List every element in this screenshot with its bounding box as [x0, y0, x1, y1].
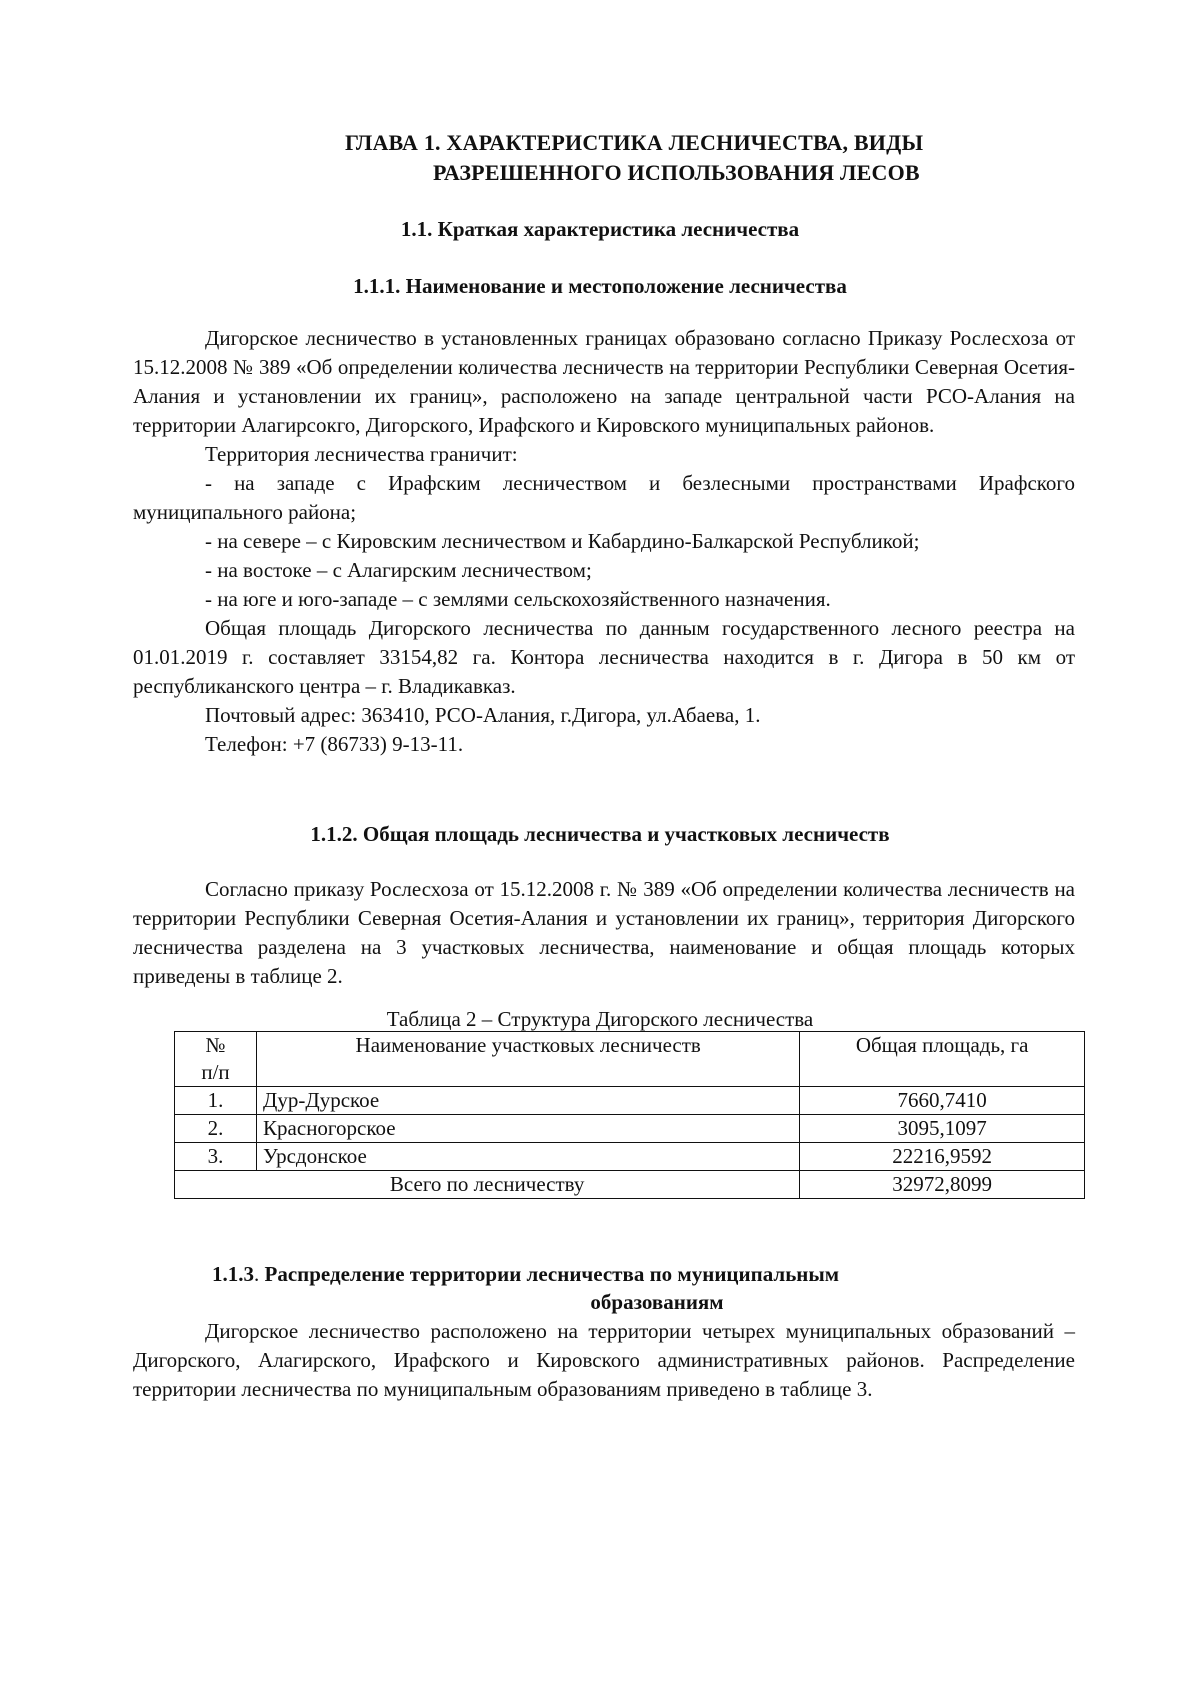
row-area: 22216,9592: [800, 1143, 1085, 1171]
table-total-row: [175, 1171, 1085, 1199]
paragraph: - на западе с Ирафским лесничеством и безлесными пространствами Ирафского муниципального района;: [133, 471, 1075, 524]
chapter-title: [345, 128, 1045, 188]
header-num-line2: п/п: [201, 1060, 230, 1084]
row-name: Урсдонское: [257, 1143, 800, 1171]
row-name: Красногорское: [257, 1115, 800, 1143]
paragraph: - на востоке – с Алагирским лесничеством;: [205, 558, 592, 582]
row-name: Дур-Дурское: [257, 1087, 800, 1115]
paragraph: Почтовый адрес: 363410, РСО-Алания, г.Дигора, ул.Абаева, 1.: [205, 703, 761, 727]
table-2: [174, 1031, 1085, 1199]
table-row: [175, 1087, 1085, 1115]
paragraph: Территория лесничества граничит:: [205, 442, 518, 466]
section-1-1-3-title-line1: Распределение территории лесничества по муниципальным: [259, 1262, 840, 1286]
section-1-1-3-title: [212, 1260, 1042, 1316]
row-area: 3095,1097: [800, 1115, 1085, 1143]
paragraph: Телефон: +7 (86733) 9-13-11.: [205, 732, 464, 756]
paragraph: - на севере – с Кировским лесничеством и Кабардино-Балкарской Республикой;: [205, 529, 920, 553]
chapter-title-line1: ГЛАВА 1. ХАРАКТЕРИСТИКА ЛЕСНИЧЕСТВА, ВИДЫ: [345, 130, 924, 155]
row-num: 2.: [175, 1115, 257, 1143]
header-num-line1: №: [205, 1033, 226, 1057]
paragraph: Дигорское лесничество расположено на территории четырех муниципальных образований – Дигорского, Алагирского, Ирафского и Кировского административных районов. Распределение территории лесничества по муниципальным образованиям приведено в таблице 3.: [133, 1319, 1075, 1401]
paragraph: Согласно приказу Рослесхоза от 15.12.2008 г. № 389 «Об определении количества лесничеств на территории Республики Северная Осетия-Алания и установлении их границ», территория Дигорского лесничества разделена на 3 участковых лесничества, наименование и общая площадь которых приведены в таблице 2.: [133, 877, 1075, 988]
row-num: 3.: [175, 1143, 257, 1171]
section-1-1-3-dot: .: [254, 1262, 260, 1286]
table-row: [175, 1115, 1085, 1143]
section-1-1-3-body: [133, 1317, 1075, 1404]
section-1-1-title: 1.1. Краткая характеристика лесничества: [400, 217, 800, 241]
row-area: 7660,7410: [800, 1087, 1085, 1115]
section-1-1-3-number: 1.1.3: [212, 1262, 254, 1286]
row-num: 1.: [175, 1087, 257, 1115]
table-header-row: [175, 1032, 1085, 1087]
section-1-1-1-title: 1.1.1. Наименование и местоположение лесничества: [353, 274, 847, 298]
section-1-1-2-body: [133, 875, 1075, 991]
total-label: Всего по лесничеству: [175, 1171, 800, 1199]
section-1-1-1-body: [133, 324, 1075, 759]
header-num: [175, 1032, 257, 1087]
paragraph: Общая площадь Дигорского лесничества по данным государственного лесного реестра на 01.01.2019 г. составляет 33154,82 га. Контора лесничества находится в г. Дигора в 50 км от республиканского центра – г. Владикавказ.: [133, 616, 1075, 698]
section-1-1-2-title: 1.1.2. Общая площадь лесничества и участковых лесничеств: [310, 822, 890, 846]
paragraph: Дигорское лесничество в установленных границах образовано согласно Приказу Рослесхоза от 15.12.2008 № 389 «Об определении количества лесничеств на территории Республики Северная Осетия-Алания и установлении их границ», расположено на западе центральной части РСО-Алания на территории Алагирсокго, Дигорского, Ирафского и Кировского муниципальных районов.: [133, 326, 1075, 437]
header-area: Общая площадь, га: [800, 1032, 1085, 1087]
chapter-title-line2: РАЗРЕШЕННОГО ИСПОЛЬЗОВАНИЯ ЛЕСОВ: [433, 160, 920, 185]
section-1-1-3-title-line2: образованиям: [590, 1290, 724, 1314]
table-row: [175, 1143, 1085, 1171]
total-area: 32972,8099: [800, 1171, 1085, 1199]
table-2-caption: Таблица 2 – Структура Дигорского лесничества: [386, 1007, 814, 1031]
header-name: Наименование участковых лесничеств: [257, 1032, 800, 1087]
paragraph: - на юге и юго-западе – с землями сельскохозяйственного назначения.: [205, 587, 831, 611]
